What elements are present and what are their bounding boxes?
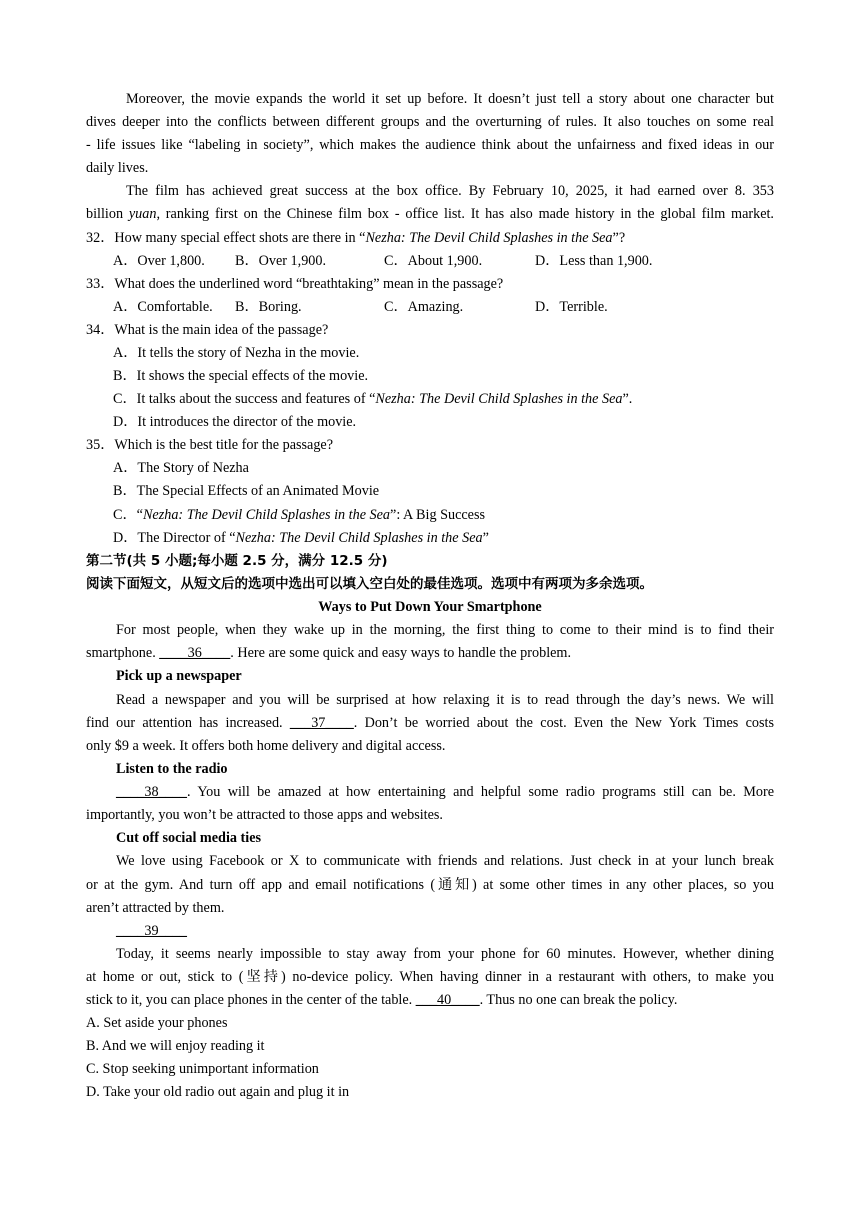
paragraph-line: find our attention has increased. ___37____. Don’t be worried about the cost. Even the New York Times costs bbox=[86, 715, 774, 731]
blank-40[interactable]: ___40____ bbox=[415, 992, 480, 1008]
paragraph-line: Moreover, the movie expands the world it set up before. It doesn’t just tell a story about one character but bbox=[126, 91, 774, 107]
blank-39[interactable]: ____39____ bbox=[116, 923, 187, 939]
paragraph-line: - life issues like “labeling in society”, which makes the audience think about the unfairness and fixed ideas in our bbox=[86, 137, 774, 153]
choice-d: D. Take your old radio out again and plug it in bbox=[86, 1084, 350, 1100]
paragraph-line: or at the gym. And turn off app and email notifications (通知) at some other times in any other places, so you bbox=[86, 877, 774, 893]
q34-option-a: A．It tells the story of Nezha in the movie. bbox=[113, 345, 360, 361]
paragraph-line: aren’t attracted by them. bbox=[86, 900, 225, 916]
paragraph-line: stick to it, you can place phones in the center of the table. ___40____. Thus no one can break the policy. bbox=[86, 992, 678, 1008]
paragraph-line: at home or out, stick to (坚持) no-device policy. When having dinner in a restaurant with others, to make you bbox=[86, 969, 774, 985]
paragraph-line: importantly, you won’t be attracted to those apps and websites. bbox=[86, 807, 443, 823]
q35-option-d: D．The Director of “Nezha: The Devil Child Splashes in the Sea” bbox=[113, 530, 489, 546]
q33-option-c: C．Amazing. bbox=[384, 299, 464, 315]
q35-option-b: B．The Special Effects of an Animated Movie bbox=[113, 483, 380, 499]
blank-37[interactable]: ___37____ bbox=[289, 715, 354, 731]
paragraph-line: only $9 a week. It offers both home delivery and digital access. bbox=[86, 738, 446, 754]
q33-option-d: D．Terrible. bbox=[535, 299, 608, 315]
section-instruction: 阅读下面短文，从短文后的选项中选出可以填入空白处的最佳选项。选项中有两项为多余选项。 bbox=[86, 576, 653, 592]
question-34: 34．What is the main idea of the passage? bbox=[86, 322, 329, 338]
blank-36[interactable]: ____36____ bbox=[159, 645, 231, 661]
paragraph-line: Today, it seems nearly impossible to stay away from your phone for 60 minutes. However, whether dining bbox=[116, 946, 774, 962]
q32-option-d: D．Less than 1,900. bbox=[535, 253, 653, 269]
q34-option-b: B．It shows the special effects of the movie. bbox=[113, 368, 369, 384]
q34-option-d: D．It introduces the director of the movie. bbox=[113, 414, 357, 430]
paragraph-line: smartphone. ____36____. Here are some quick and easy ways to handle the problem. bbox=[86, 645, 572, 661]
subheading-radio: Listen to the radio bbox=[116, 761, 228, 777]
q32-option-c: C．About 1,900. bbox=[384, 253, 483, 269]
question-33: 33．What does the underlined word “breathtaking” mean in the passage? bbox=[86, 276, 504, 292]
paragraph-line: dives deeper into the conflicts between different groups and the overturning of rules. It also touches on some real bbox=[86, 114, 774, 130]
q32-option-a: A．Over 1,800. bbox=[113, 253, 205, 269]
subheading-social: Cut off social media ties bbox=[116, 830, 262, 846]
q34-option-c: C．It talks about the success and features of “Nezha: The Devil Child Splashes in the Sea”. bbox=[113, 391, 633, 407]
paragraph-line: We love using Facebook or X to communicate with friends and relations. Just check in at your lunch break bbox=[116, 853, 774, 869]
paragraph-line: For most people, when they wake up in the morning, the first thing to come to their mind is to find their bbox=[116, 622, 774, 638]
passage-title: Ways to Put Down Your Smartphone bbox=[318, 599, 542, 615]
paragraph-line: The film has achieved great success at the box office. By February 10, 2025, it had earned over 8. 353 bbox=[126, 183, 774, 199]
paragraph-line: Read a newspaper and you will be surprised at how relaxing it is to read through the day’s news. We will bbox=[116, 692, 774, 708]
blank-38[interactable]: ____38____ bbox=[116, 784, 187, 800]
choice-a: A. Set aside your phones bbox=[86, 1015, 228, 1031]
q32-option-b: B．Over 1,900. bbox=[235, 253, 327, 269]
question-32: 32．How many special effect shots are there in “Nezha: The Devil Child Splashes in the Sea”? bbox=[86, 230, 626, 246]
q35-option-c: C．“Nezha: The Devil Child Splashes in the Sea”: A Big Success bbox=[113, 507, 486, 523]
q33-option-b: B．Boring. bbox=[235, 299, 302, 315]
subheading-newspaper: Pick up a newspaper bbox=[116, 668, 242, 684]
q33-option-a: A．Comfortable. bbox=[113, 299, 213, 315]
question-35: 35．Which is the best title for the passage? bbox=[86, 437, 334, 453]
paragraph-line: billion yuan, ranking first on the Chinese film box - office list. It has also made history in the global film market. bbox=[86, 206, 774, 222]
choice-b: B. And we will enjoy reading it bbox=[86, 1038, 265, 1054]
section-heading: 第二节(共 5 小题;每小题 2.5 分，满分 12.5 分) bbox=[86, 553, 388, 569]
q35-option-a: A．The Story of Nezha bbox=[113, 460, 249, 476]
paragraph-line: ____38____. You will be amazed at how entertaining and helpful some radio programs still can be. More bbox=[116, 784, 774, 800]
choice-c: C. Stop seeking unimportant information bbox=[86, 1061, 319, 1077]
paragraph-line: daily lives. bbox=[86, 160, 149, 176]
